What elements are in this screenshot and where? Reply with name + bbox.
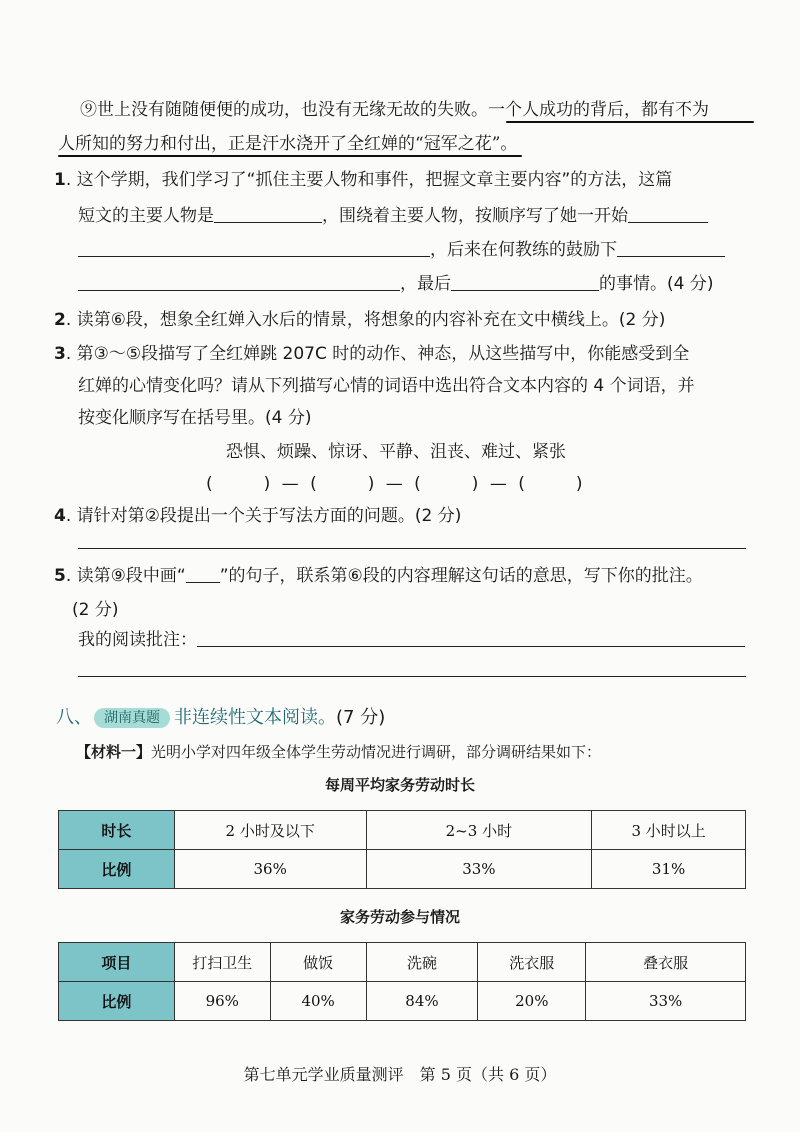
table-cell: 洗碗 [366, 943, 478, 982]
question-1-text: ，围绕着主要人物，按顺序写了她一开始 [322, 206, 628, 226]
table-cell: 31% [592, 850, 746, 889]
question-number: 5 [54, 566, 66, 586]
question-1-line4 [78, 272, 713, 296]
hand-underline [506, 121, 754, 123]
question-1-line1 [54, 168, 672, 192]
question-3-text: . 第③～⑤段描写了全红婵跳 207C 时的动作、神态，从这些描写中，你能感受到全 [65, 344, 690, 364]
question-1-text: 短文的主要人物是 [78, 206, 214, 226]
paragraph-9-underlined-part1: 一个人成功的背后，都有不为 [488, 100, 709, 120]
row-header: 比例 [59, 850, 175, 889]
table-row [59, 982, 746, 1021]
paragraph-9-line2 [58, 132, 517, 156]
material-1-label: 【材料一】 [76, 743, 152, 761]
question-3-line3: 按变化顺序写在括号里。(4 分) [78, 408, 312, 428]
page-footer: 第七单元学业质量测评 第 5 页（共 6 页） [243, 1065, 557, 1084]
table-cell: 做饭 [270, 943, 366, 982]
table-cell: 33% [586, 982, 746, 1021]
table-2-caption: 家务劳动参与情况 [339, 908, 460, 926]
table-cell: 2 小时及以下 [174, 811, 366, 850]
question-5-line1 [54, 564, 703, 588]
question-3-line1 [54, 342, 689, 366]
answer-blank[interactable] [78, 238, 430, 257]
question-1-text: 的事情。(4 分) [599, 274, 714, 294]
row-header: 比例 [59, 982, 175, 1021]
mood-word-list: 恐惧、烦躁、惊讶、平静、沮丧、难过、紧张 [226, 442, 566, 462]
question-2 [54, 308, 665, 332]
paragraph-9-plain: ⑨世上没有随随便便的成功，也没有无缘无故的失败。 [80, 100, 488, 120]
answer-line[interactable] [78, 548, 746, 549]
table-cell: 洗衣服 [478, 943, 586, 982]
question-number: 4 [54, 506, 66, 526]
question-number: 2 [54, 310, 66, 330]
answer-brackets[interactable]: ( ) — ( ) — ( ) — ( ) [206, 474, 583, 494]
table-cell: 84% [366, 982, 478, 1021]
hand-underline [58, 155, 522, 157]
question-5-score: (2 分) [72, 600, 119, 620]
annotation-label: 我的阅读批注： [78, 630, 197, 650]
answer-blank[interactable] [214, 204, 322, 223]
underline-marker [186, 564, 220, 583]
material-1 [76, 740, 601, 764]
answer-blank[interactable] [617, 238, 725, 257]
hunan-exam-badge: 湖南真题 [94, 708, 170, 728]
table-cell: 20% [478, 982, 586, 1021]
table-cell: 3 小时以上 [592, 811, 746, 850]
answer-blank[interactable] [197, 628, 745, 647]
answer-blank[interactable] [628, 204, 708, 223]
question-4-text: . 请针对第②段提出一个关于写法方面的问题。(2 分) [65, 506, 462, 526]
reading-annotation [78, 628, 745, 652]
table-cell: 36% [174, 850, 366, 889]
table-row [59, 943, 746, 982]
question-5-text: ”的句子，联系第⑥段的内容理解这句话的意思，写下你的批注。 [219, 566, 703, 586]
table-cell: 96% [174, 982, 270, 1021]
section-title: 非连续性文本阅读。 [174, 707, 336, 728]
answer-blank[interactable] [78, 272, 400, 291]
material-1-text: 光明小学对四年级全体学生劳动情况进行调研，部分调研结果如下： [151, 743, 602, 761]
question-5-text: . 读第⑨段中画“ [65, 566, 186, 586]
housework-participation-table [58, 942, 746, 1021]
table-1-caption: 每周平均家务劳动时长 [324, 776, 475, 794]
question-1-text: . 这个学期，我们学习了“抓住主要人物和事件，把握文章主要内容”的方法，这篇 [65, 170, 673, 190]
paragraph-9 [80, 98, 709, 122]
question-2-text: . 读第⑥段，想象全红婵入水后的情景，将想象的内容补充在文中横线上。(2 分) [65, 310, 666, 330]
row-header: 时长 [59, 811, 175, 850]
question-number: 3 [54, 344, 66, 364]
section-score: (7 分) [336, 707, 386, 728]
row-header: 项目 [59, 943, 175, 982]
question-1-line3 [78, 238, 725, 262]
question-1-text: ，最后 [400, 274, 451, 294]
answer-blank[interactable] [451, 272, 599, 291]
table-row [59, 850, 746, 889]
section-8-header [56, 706, 385, 730]
housework-duration-table [58, 810, 746, 889]
section-number: 八、 [56, 707, 92, 728]
paragraph-9-end: 。 [500, 134, 518, 154]
question-3-line2: 红婵的心情变化吗？请从下列描写心情的词语中选出符合文本内容的 4 个词语，并 [78, 376, 695, 396]
table-cell: 叠衣服 [586, 943, 746, 982]
paragraph-9-underlined-part2: 人所知的努力和付出，正是汗水浇开了全红婵的“冠军之花” [58, 134, 501, 154]
table-cell: 33% [366, 850, 592, 889]
question-number: 1 [54, 170, 66, 190]
table-cell: 打扫卫生 [174, 943, 270, 982]
question-1-line2 [78, 204, 708, 228]
table-row [59, 811, 746, 850]
question-1-text: ，后来在何教练的鼓励下 [430, 240, 617, 260]
table-cell: 40% [270, 982, 366, 1021]
question-4 [54, 504, 461, 528]
table-cell: 2~3 小时 [366, 811, 592, 850]
answer-line[interactable] [78, 676, 746, 677]
